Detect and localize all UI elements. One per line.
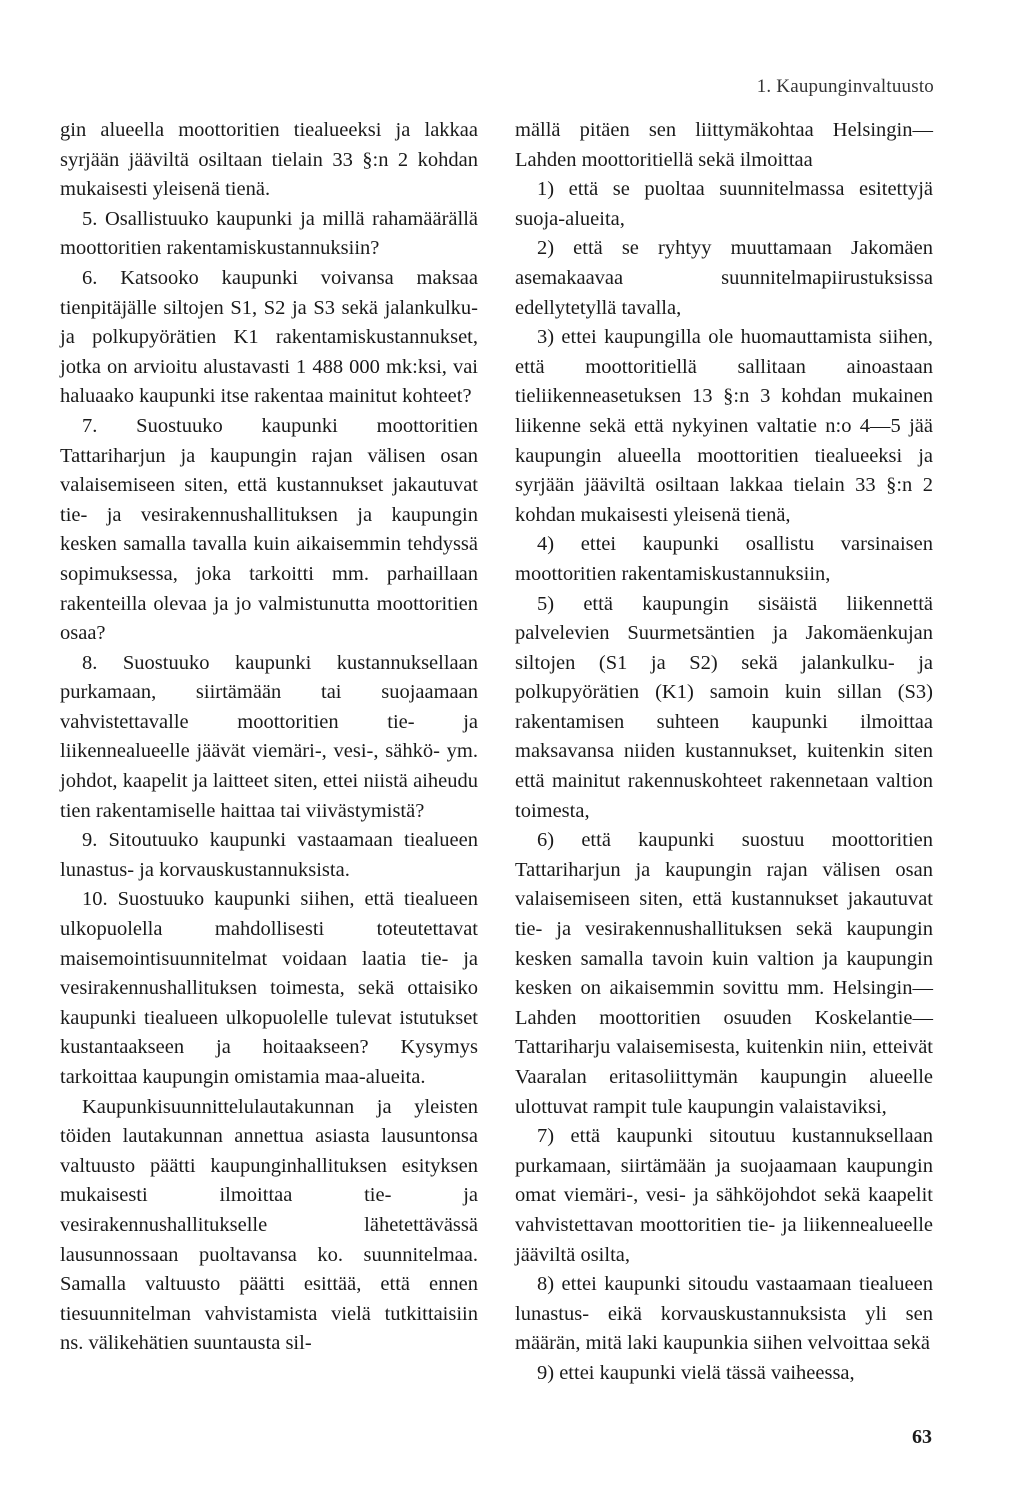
page-number: 63: [912, 1426, 932, 1448]
list-item: 1) että se puoltaa suunnitelmassa esitettyjä suoja-alueita,: [515, 178, 933, 230]
paragraph: 9. Sitoutuuko kaupunki vastaamaan tiealueen lunastus- ja korvauskustannuksista.: [60, 829, 478, 881]
left-text-column: [60, 116, 478, 1359]
paragraph: Kaupunkisuunnittelulautakunnan ja yleisten töiden lautakunnan annettua asiasta lausuntonsa valtuusto päätti kaupunginhallituksen esityksen mukaisesti ilmoittaa tie- ja vesirakennushallitukselle lähetettävässä lausunnossaan puoltavansa ko. suunnitelmaa. Samalla valtuusto päätti esittää, että ennen tiesuunnitelman vahvistamista vielä tutkittaisiin ns. välikehätien suuntausta sil-: [60, 1095, 478, 1355]
list-item: 7) että kaupunki sitoutuu kustannuksellaan purkamaan, siirtämään ja suojaamaan kaupungin omat viemäri-, vesi- ja sähköjohdot sekä kaapelit vahvistettavan moottoritien tie- ja liikennealueelle jääviltä osilta,: [515, 1125, 933, 1266]
list-item: 8) ettei kaupunki sitoudu vastaamaan tiealueen lunastus- eikä korvauskustannuksista yli sen määrän, mitä laki kaupunkia siihen velvoittaa sekä: [515, 1273, 933, 1355]
list-item: 3) ettei kaupungilla ole huomauttamista siihen, että moottoritiellä sallitaan ainoastaan tieliikenneasetuksen 13 §:n 3 kohdan mukainen liikenne sekä että nykyinen valtatie n:o 4—5 jää kaupungin alueella moottoritien tiealueeksi ja syrjään jääviltä osiltaan lakkaa tielain 33 §:n 2 kohdan mukaisesti yleisenä tienä,: [515, 326, 933, 526]
running-header: 1. Kaupunginvaltuusto: [756, 76, 934, 97]
paragraph: mällä pitäen sen liittymäkohtaa Helsingin—Lahden moottoritiellä sekä ilmoittaa: [515, 119, 933, 171]
right-text-column: [515, 116, 933, 1389]
list-item: 5) että kaupungin sisäistä liikennettä palvelevien Suurmetsäntien ja Jakomäenkujan siltojen (S1 ja S2) sekä jalankulku- ja polkupyörätien (K1) samoin kuin sillan (S3) rakentamisen suhteen kaupunki ilmoittaa maksavansa niiden kustannukset, kuitenkin siten että mainitut rakennuskohteet rakennetaan valtion toimesta,: [515, 592, 933, 822]
paragraph: 7. Suostuuko kaupunki moottoritien Tattariharjun ja kaupungin rajan välisen osan valaisemiseen siten, että kustannukset jakautuvat tie- ja vesirakennushallituksen ja kaupungin kesken samalla tavalla kuin aikaisemmin tehdyssä sopimuksessa, joka tarkoitti mm. parhaillaan rakenteilla olevaa ja jo valmistunutta moottoritien osaa?: [60, 414, 478, 645]
list-item: 4) ettei kaupunki osallistu varsinaisen moottoritien rakentamiskustannuksiin,: [515, 533, 933, 585]
list-item: 6) että kaupunki suostuu moottoritien Tattariharjun ja kaupungin rajan välisen osan valaisemiseen siten, että kustannukset jakautuvat tie- ja vesirakennushallituksen sekä kaupungin kesken samalla tavoin kuin valtion ja kaupungin kesken on aikaisemmin sovittu mm. Helsingin—Lahden moottoritien osuuden Koskelantie—Tattariharju valaisemisesta, kuitenkin niin, etteivät Vaaralan eritasoliittymän kaupungin alueelle ulottuvat rampit tule kaupungin valaistaviksi,: [515, 829, 933, 1118]
list-item: 9) ettei kaupunki vielä tässä vaiheessa,: [537, 1361, 855, 1384]
paragraph: 6. Katsooko kaupunki voivansa maksaa tienpitäjälle siltojen S1, S2 ja S3 sekä jalankulku- ja polkupyörätien K1 rakentamiskustannukset, jotka on arvioitu alustavasti 1 488 000 mk:ksi, vai haluaako kaupunki itse rakentaa mainitut kohteet?: [60, 266, 478, 408]
paragraph: 8. Suostuuko kaupunki kustannuksellaan purkamaan, siirtämään tai suojaamaan vahvistettavalle moottoritien tie- ja liikennealueelle jäävät viemäri-, vesi-, sähkö- ym. johdot, kaapelit ja laitteet siten, ettei niistä aiheudu tien rakentamiselle haittaa tai viivästymistä?: [60, 651, 478, 822]
paragraph: 5. Osallistuuko kaupunki ja millä rahamäärällä moottoritien rakentamiskustannuksiin?: [60, 207, 478, 260]
list-item: 2) että se ryhtyy muuttamaan Jakomäen asemakaavaa suunnitelmapiirustuksissa edellytetyllä tavalla,: [515, 237, 933, 319]
paragraph: 10. Suostuuko kaupunki siihen, että tiealueen ulkopuolella mahdollisesti toteutettavat maisemointisuunnitelmat voidaan laatia tie- ja vesirakennushallituksen toimesta, sekä ottaisiko kaupunki tiealueen ulkopuolelle tulevat istutukset kustantaakseen ja hoitaakseen? Kysymys tarkoittaa kaupungin omistamia maa-alueita.: [60, 888, 478, 1088]
paragraph: gin alueella moottoritien tiealueeksi ja lakkaa syrjään jääviltä osiltaan tielain 33 §:n 2 kohdan mukaisesti yleisenä tienä.: [60, 119, 478, 201]
